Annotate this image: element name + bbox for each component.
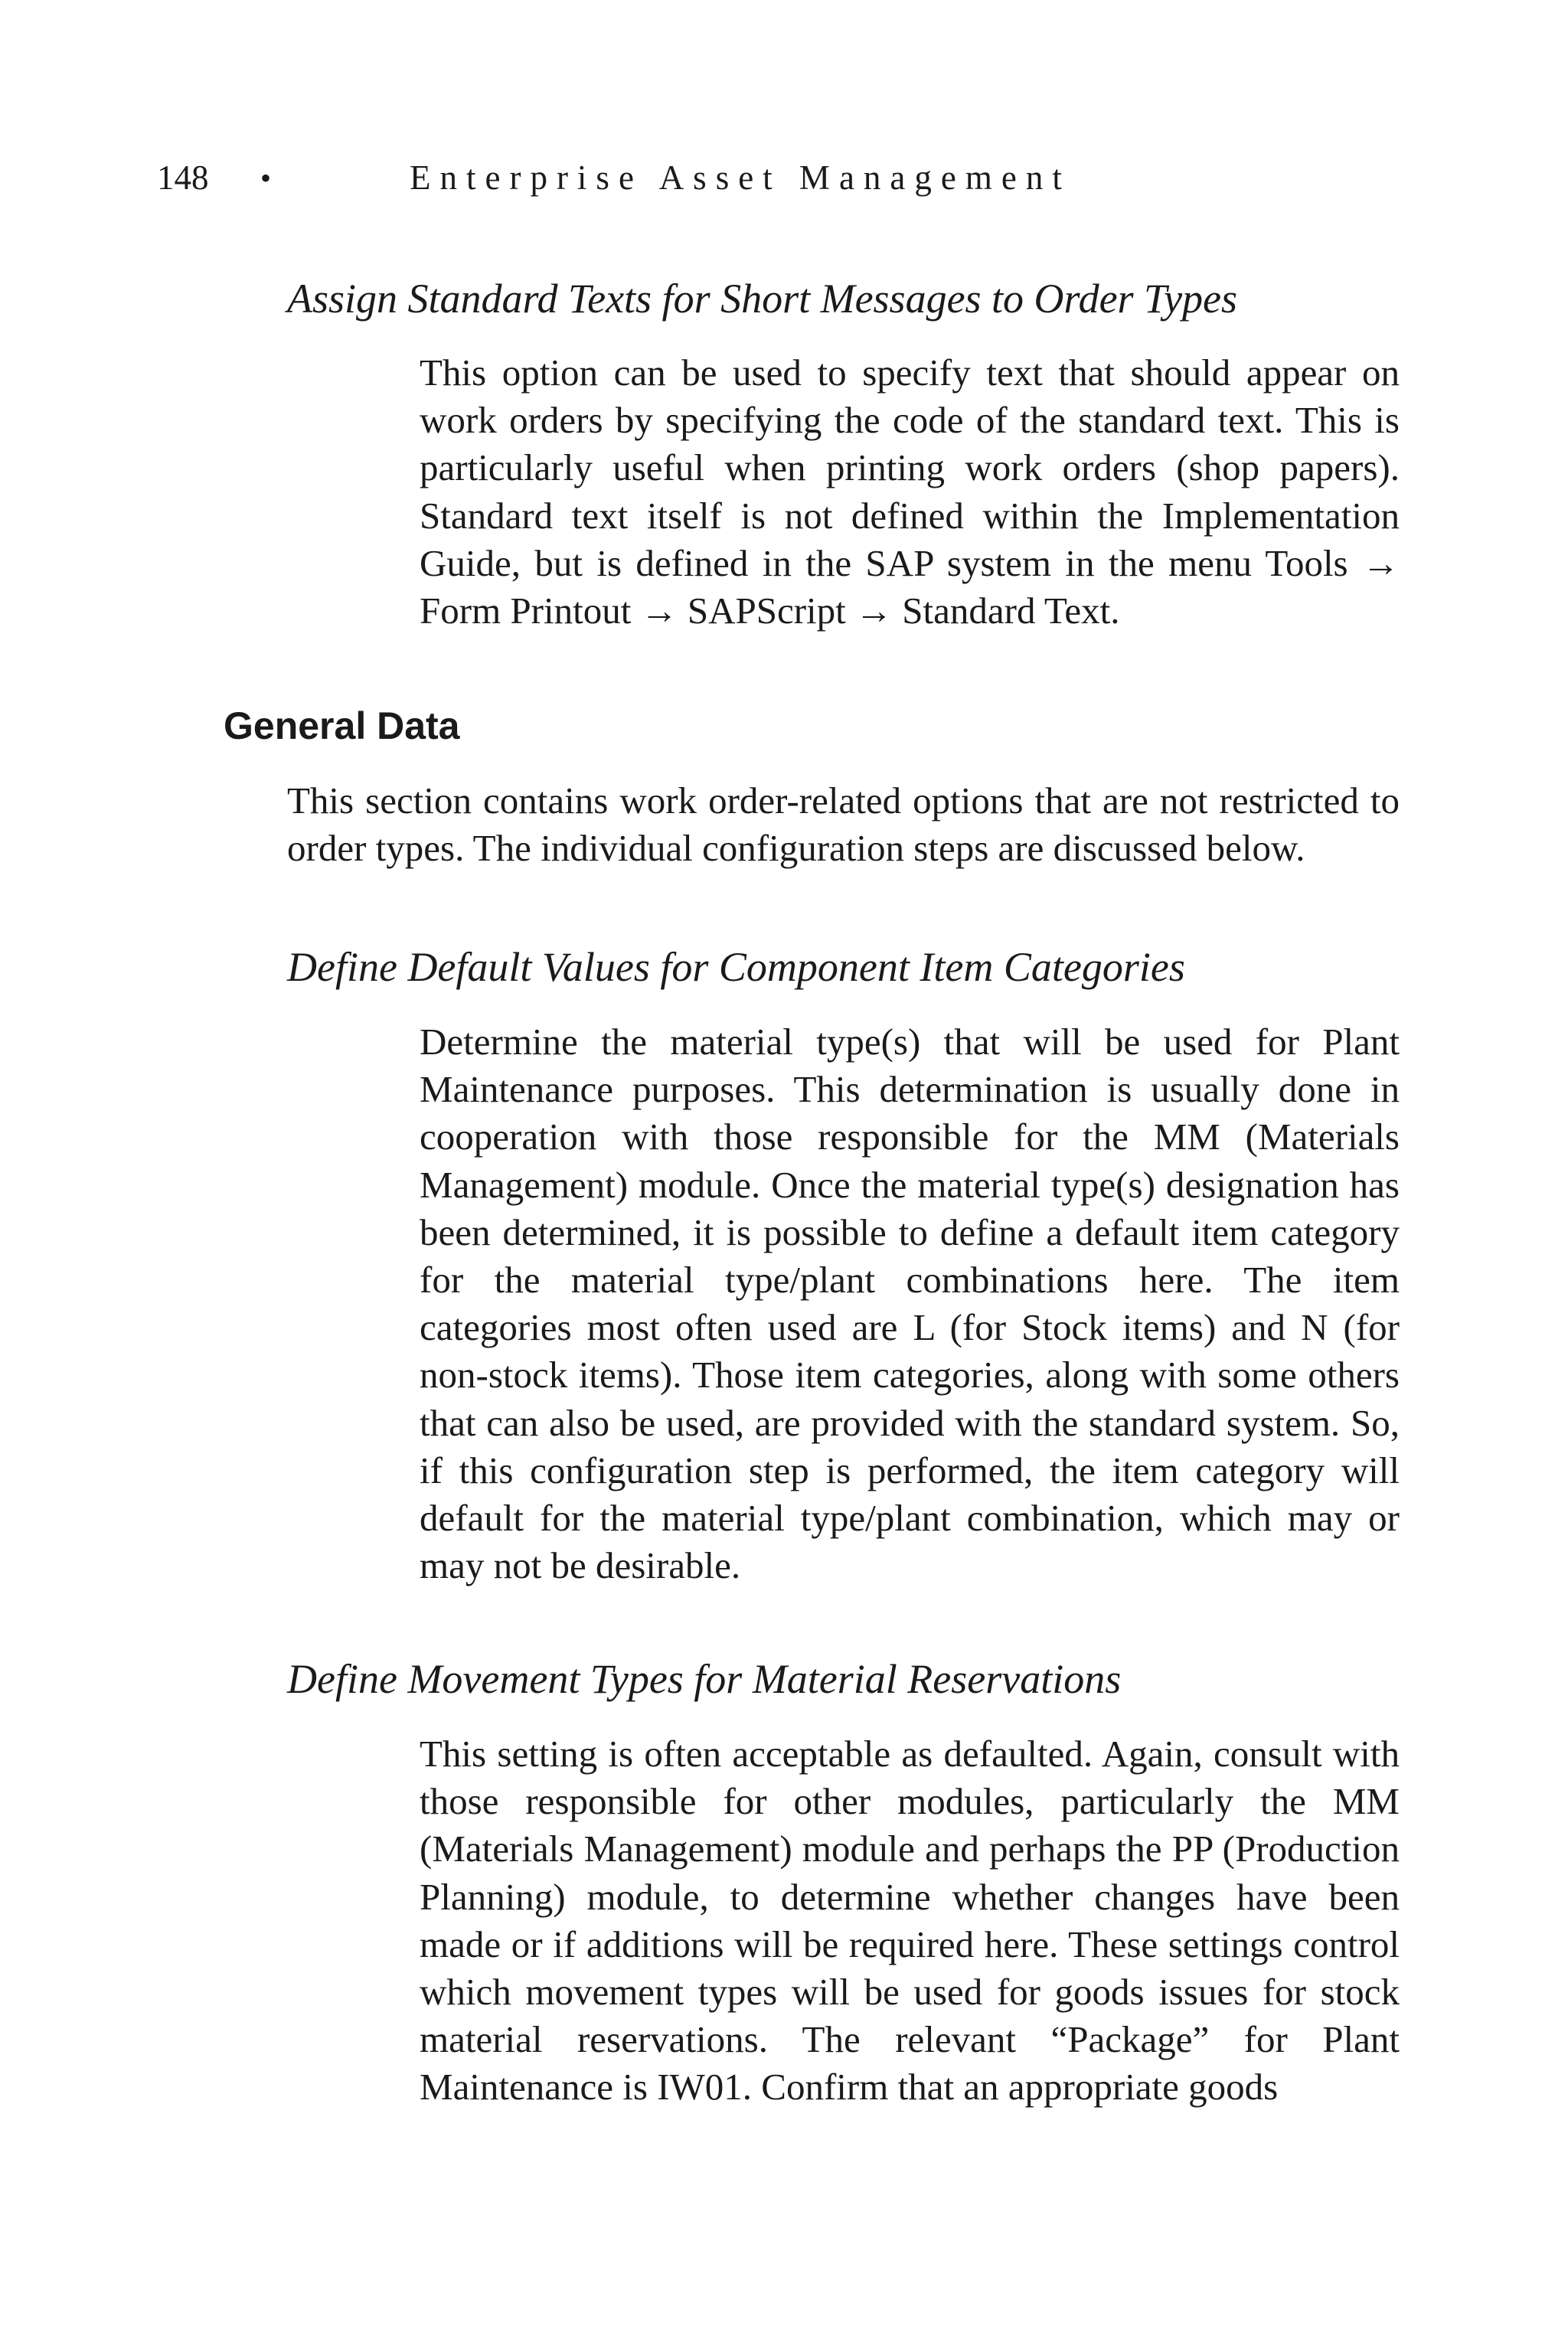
paragraph-default-values-item-categories: Determine the material type(s) that will be used for Plant Maintenance purposes. This determination is usually done in cooperation with those responsible for the MM (Materials Management) module. Once the material type(s) designation has been determined, it is possible to define a default item category for the material type/plant combinations here. The item categories most often used are L (for Stock items) and N (for non-stock items). Those item categories, along with some others that can also be used, are provided with the standard system. So, if this configuration step is performed, the item category will default for the material type/plant combination, which may or may not be desirable. bbox=[420, 1021, 1400, 1587]
heading-assign-standard-texts: Assign Standard Texts for Short Messages to Order Types bbox=[287, 276, 1238, 322]
running-title: Enterprise Asset Management bbox=[410, 158, 1071, 197]
heading-general-data: General Data bbox=[224, 704, 460, 747]
running-head bbox=[157, 155, 1071, 201]
paragraph-general-data: This section contains work order-related options that are not restricted to order types. The individual configuration steps are discussed below. bbox=[287, 779, 1400, 870]
paragraph-movement-types: This setting is often acceptable as defaulted. Again, consult with those responsible for other modules, particularly the MM (Materials Management) module and perhaps the PP (Production Planning) module, to determine whether changes have been made or if additions will be required here. These settings control which movement types will be used for goods issues for stock material reservations. The relevant “Package” for Plant Maintenance is IW01. Confirm that an appropriate goods bbox=[420, 1733, 1400, 2109]
heading-default-values-item-categories: Define Default Values for Component Item Categories bbox=[287, 944, 1185, 990]
bullet-separator: • bbox=[260, 160, 272, 195]
page-number: 148 bbox=[157, 158, 209, 197]
paragraph-assign-standard-texts: This option can be used to specify text that should appear on work orders by specifying the code of the standard text. This is particularly useful when printing work orders (shop papers). Standard text itself is not defined within the Implementation Guide, but is defined in the SAP system in the menu Tools → Form Printout → SAPScript → Standard Text. bbox=[420, 351, 1400, 632]
heading-movement-types: Define Movement Types for Material Reservations bbox=[287, 1656, 1122, 1702]
